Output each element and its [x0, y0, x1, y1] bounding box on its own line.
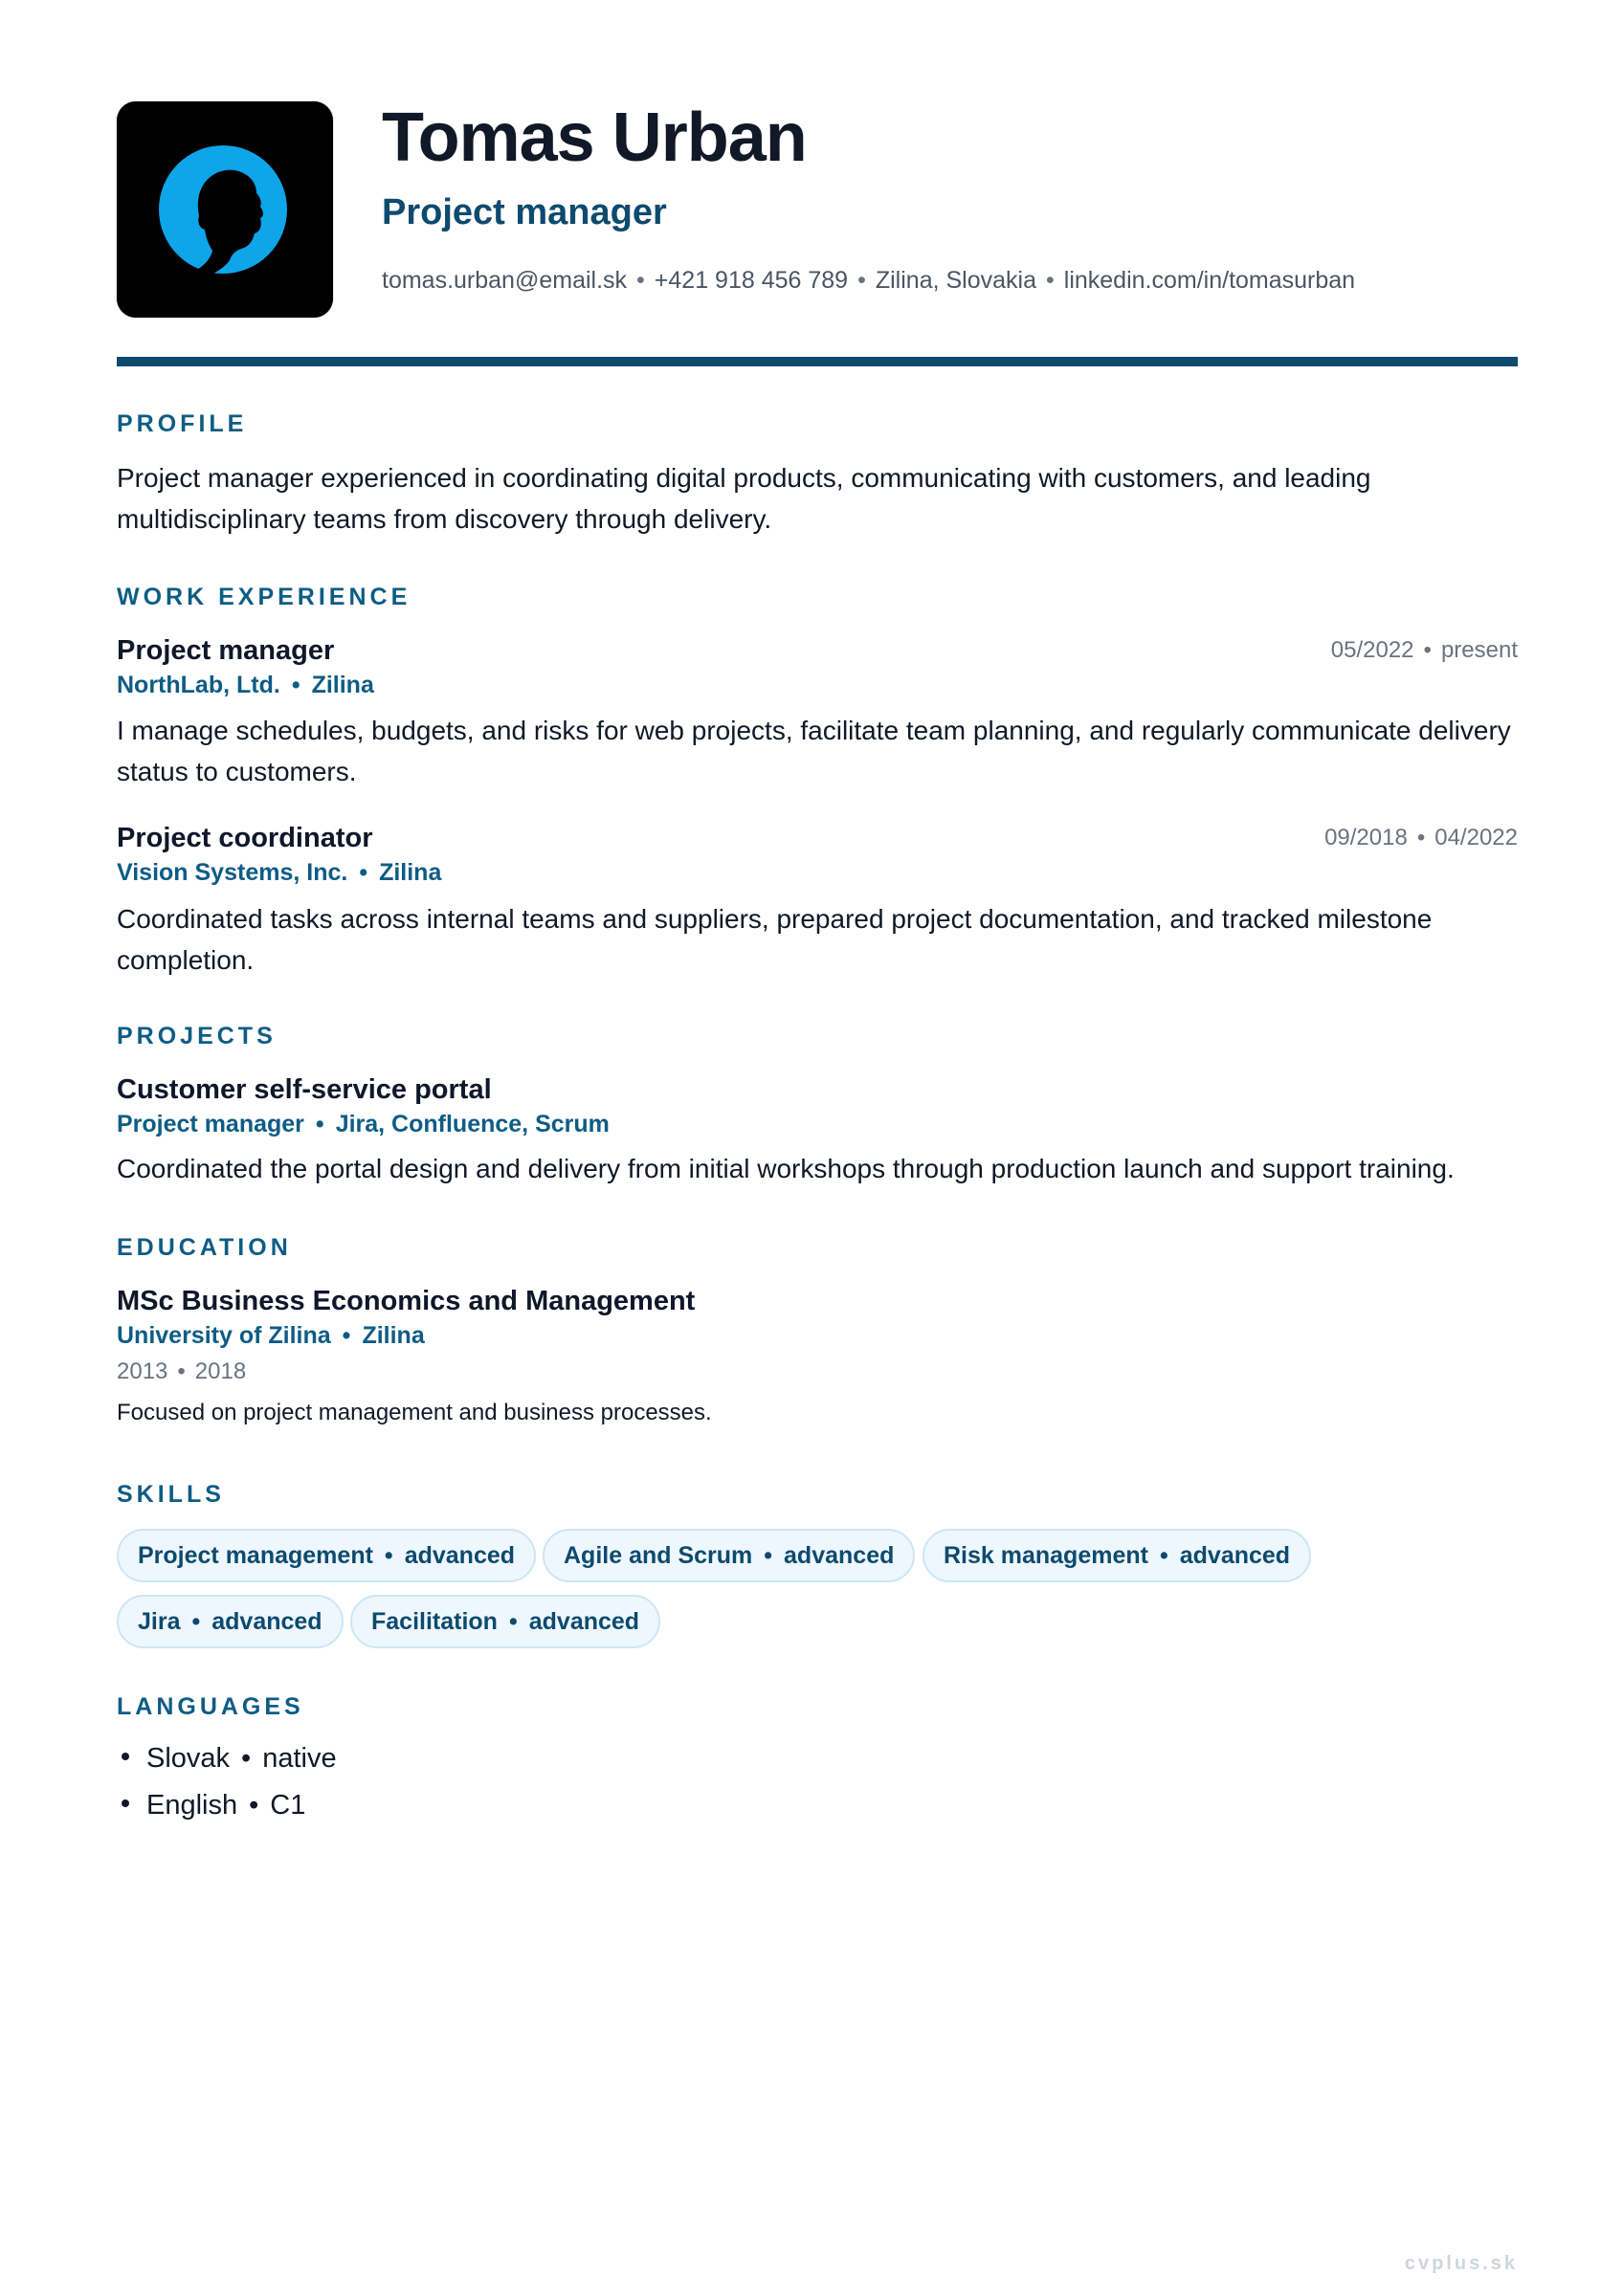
- profile-section-title: PROFILE: [117, 410, 248, 437]
- project-name: Customer self-service portal: [117, 1074, 492, 1105]
- separator-dot: •: [384, 1542, 393, 1569]
- project-meta: [117, 1109, 610, 1139]
- experience-dates: [1331, 635, 1518, 666]
- bullet-icon: [122, 1799, 129, 1807]
- separator-dot: •: [241, 1743, 252, 1774]
- profile-text: Project manager experienced in coordinating digital products, communicating with customers, and leading multidisciplinary teams from discovery through delivery.: [117, 463, 1371, 534]
- separator-dot: •: [359, 859, 368, 886]
- project-tools: Jira, Confluence, Scrum: [335, 1111, 610, 1137]
- person-silhouette-icon: [117, 101, 333, 318]
- skill-chip: [117, 1595, 344, 1648]
- candidate-role: Project manager: [382, 192, 667, 232]
- languages-section-title: LANGUAGES: [117, 1693, 304, 1720]
- company-city: Zilina: [379, 859, 442, 886]
- school-name: University of Zilina: [117, 1322, 331, 1349]
- company-name: NorthLab, Ltd.: [117, 672, 280, 698]
- separator-dot: •: [636, 267, 645, 294]
- separator-dot: •: [342, 1322, 351, 1349]
- skill-name: Agile and Scrum: [564, 1542, 753, 1569]
- education-section-title: EDUCATION: [117, 1234, 292, 1261]
- bullet-icon: [122, 1753, 129, 1760]
- separator-dot: •: [249, 1790, 259, 1821]
- skills-section-title: SKILLS: [117, 1481, 225, 1508]
- experience-description: I manage schedules, budgets, and risks for web projects, facilitate team planning, and regularly communicate delivery status to customers.: [117, 716, 1511, 786]
- separator-dot: •: [315, 1111, 324, 1137]
- contact-line: [382, 264, 1355, 297]
- skill-level: advanced: [528, 1608, 640, 1635]
- school-city: Zilina: [362, 1322, 425, 1349]
- experience-description: Coordinated tasks across internal teams and suppliers, prepared project documentation, and tracked milestone completion.: [117, 904, 1433, 975]
- education-school: [117, 1320, 425, 1351]
- experience-position: Project manager: [117, 635, 335, 666]
- experience-company: [117, 857, 441, 888]
- skill-level: advanced: [404, 1542, 516, 1569]
- education-description: Focused on project management and business processes.: [117, 1400, 712, 1425]
- language-level: native: [262, 1743, 337, 1774]
- contact-linkedin[interactable]: linkedin.com/in/tomasurban: [1063, 267, 1356, 294]
- contact-location: Zilina, Slovakia: [875, 267, 1036, 294]
- skill-level: advanced: [784, 1542, 895, 1569]
- skill-chip: [117, 1529, 536, 1582]
- date-end: 04/2022: [1434, 825, 1518, 850]
- separator-dot: •: [1159, 1542, 1168, 1569]
- skill-name: Jira: [138, 1608, 181, 1635]
- separator-dot: •: [508, 1608, 518, 1635]
- separator-dot: •: [191, 1608, 201, 1635]
- avatar: [117, 101, 333, 318]
- skill-name: Project management: [138, 1542, 373, 1569]
- skill-chip: [543, 1529, 915, 1582]
- separator-dot: •: [177, 1358, 186, 1384]
- candidate-name: Tomas Urban: [382, 99, 807, 176]
- skill-name: Risk management: [944, 1542, 1148, 1569]
- language-item: [117, 1788, 305, 1822]
- date-end: 2018: [194, 1358, 247, 1384]
- experience-position: Project coordinator: [117, 823, 373, 853]
- separator-dot: •: [1416, 825, 1426, 850]
- date-start: 05/2022: [1330, 637, 1414, 663]
- project-description: Coordinated the portal design and delivery from initial workshops through production launch and support training.: [117, 1154, 1455, 1183]
- language-name: English: [146, 1790, 238, 1821]
- contact-phone[interactable]: +421 918 456 789: [654, 267, 849, 294]
- language-item: [117, 1741, 337, 1776]
- education-dates: [117, 1357, 246, 1387]
- resume-page: [117, 99, 1518, 1821]
- separator-dot: •: [764, 1542, 773, 1569]
- separator-dot: •: [291, 672, 300, 698]
- resume-header: [117, 99, 1518, 321]
- contact-email[interactable]: tomas.urban@email.sk: [382, 267, 628, 294]
- separator-dot: •: [1046, 267, 1055, 294]
- education-degree: MSc Business Economics and Management: [117, 1286, 696, 1316]
- watermark-text: cvplus.sk: [1404, 2253, 1518, 2274]
- skill-name: Facilitation: [371, 1608, 498, 1635]
- separator-dot: •: [1423, 637, 1432, 663]
- company-name: Vision Systems, Inc.: [117, 859, 348, 886]
- separator-dot: •: [857, 267, 866, 294]
- header-divider: [117, 357, 1518, 366]
- skill-chip: [350, 1595, 660, 1648]
- language-level: C1: [270, 1790, 306, 1821]
- company-city: Zilina: [311, 672, 374, 698]
- skill-level: advanced: [1179, 1542, 1291, 1569]
- language-name: Slovak: [146, 1743, 231, 1774]
- project-role: Project manager: [117, 1111, 304, 1137]
- experience-section-title: WORK EXPERIENCE: [117, 584, 411, 610]
- date-end: present: [1440, 637, 1518, 663]
- skill-level: advanced: [211, 1608, 322, 1635]
- date-start: 2013: [117, 1358, 168, 1384]
- date-start: 09/2018: [1324, 825, 1408, 850]
- skill-chip: [923, 1529, 1311, 1582]
- projects-section-title: PROJECTS: [117, 1023, 277, 1049]
- experience-company: [117, 670, 374, 700]
- experience-dates: [1324, 823, 1518, 853]
